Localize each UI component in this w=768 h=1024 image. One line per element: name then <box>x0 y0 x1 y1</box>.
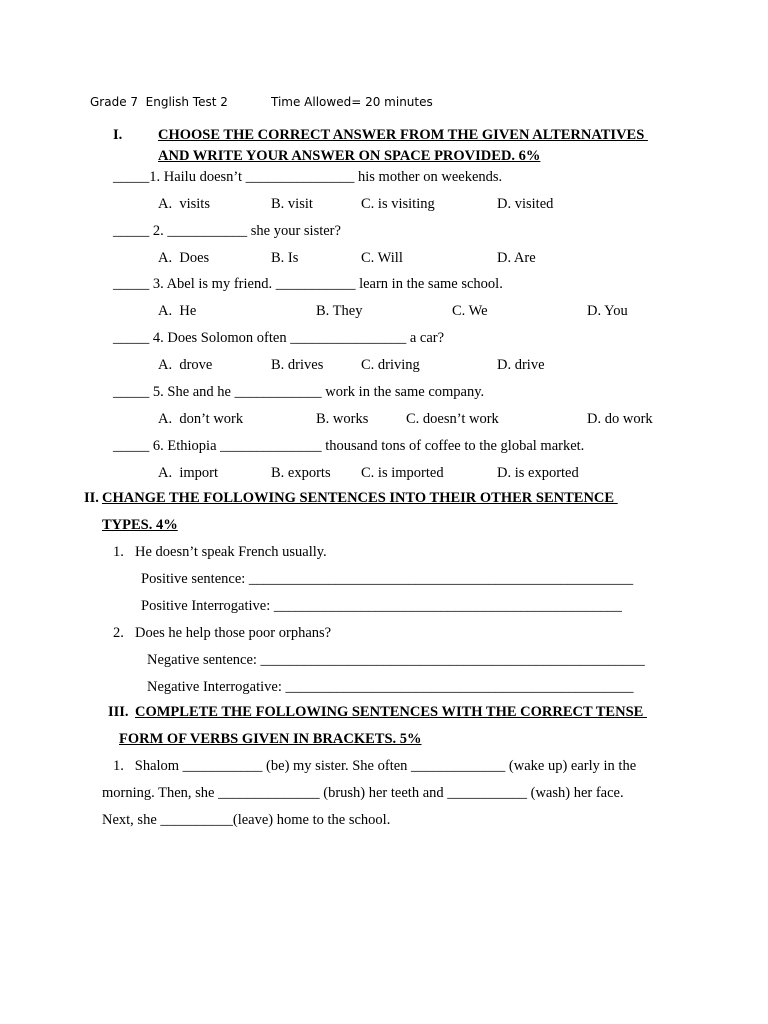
question-4-option-d: D. drive <box>497 357 545 373</box>
question-3-text: _____ 3. Abel is my friend. ___________ learn in the same school. <box>113 276 503 292</box>
section-2-item-2-prompt-1: Negative sentence: _____________________________________________________ <box>147 652 645 668</box>
question-4-option-b: B. drives <box>271 357 324 373</box>
section-2-heading-line1: CHANGE THE FOLLOWING SENTENCES INTO THEIR OTHER SENTENCE <box>102 490 618 506</box>
section-3-paragraph-line-1: 1. Shalom ___________ (be) my sister. She often _____________ (wake up) early in the <box>113 758 637 774</box>
question-4-option-a: A. drove <box>158 357 213 373</box>
question-5-option-c: C. doesn’t work <box>406 411 499 427</box>
section-3-heading-line2: FORM OF VERBS GIVEN IN BRACKETS. 5% <box>119 731 422 747</box>
question-2-option-d: D. Are <box>497 250 536 266</box>
question-1-option-a: A. visits <box>158 196 210 212</box>
question-5-text: _____ 5. She and he ____________ work in the same company. <box>113 384 485 400</box>
section-2-numeral: II. <box>84 490 99 506</box>
section-1-heading-line1: CHOOSE THE CORRECT ANSWER FROM THE GIVEN ALTERNATIVES <box>158 127 648 143</box>
section-3-paragraph-line-2: morning. Then, she ______________ (brush) her teeth and ___________ (wash) her face. <box>102 785 624 801</box>
question-1-option-d: D. visited <box>497 196 554 212</box>
question-5-option-d: D. do work <box>587 411 653 427</box>
question-6-option-c: C. is imported <box>361 465 444 481</box>
section-3-paragraph-line-3: Next, she __________(leave) home to the school. <box>102 812 391 828</box>
question-3-option-b: B. They <box>316 303 363 319</box>
question-1-option-b: B. visit <box>271 196 313 212</box>
question-5-option-a: A. don’t work <box>158 411 244 427</box>
section-2-item-1-number: 1. <box>113 544 124 560</box>
question-6-text: _____ 6. Ethiopia ______________ thousand tons of coffee to the global market. <box>113 438 585 454</box>
section-2-item-1-prompt-1: Positive sentence: _____________________________________________________ <box>141 571 634 587</box>
section-2-heading-line2: TYPES. 4% <box>102 517 178 533</box>
question-2-text: _____ 2. ___________ she your sister? <box>113 223 341 239</box>
question-4-option-c: C. driving <box>361 357 420 373</box>
question-1-text: _____1. Hailu doesn’t _______________ his mother on weekends. <box>113 169 503 185</box>
section-2-item-2-text: Does he help those poor orphans? <box>135 625 332 641</box>
question-5-option-b: B. works <box>316 411 369 427</box>
question-6-option-a: A. import <box>158 465 219 481</box>
section-2-item-2-number: 2. <box>113 625 124 641</box>
question-4-text: _____ 4. Does Solomon often ________________ a car? <box>113 330 445 346</box>
section-3-heading-line1: COMPLETE THE FOLLOWING SENTENCES WITH THE CORRECT TENSE <box>135 704 647 720</box>
question-3-option-a: A. He <box>158 303 197 319</box>
question-6-option-d: D. is exported <box>497 465 579 481</box>
question-2-option-b: B. Is <box>271 250 299 266</box>
section-1-numeral: I. <box>113 127 123 143</box>
section-2-item-2-prompt-2: Negative Interrogative: ________________________________________________ <box>147 679 634 695</box>
section-2-item-1-text: He doesn’t speak French usually. <box>135 544 327 560</box>
question-2-option-c: C. Will <box>361 250 403 266</box>
question-1-option-c: C. is visiting <box>361 196 435 212</box>
question-2-option-a: A. Does <box>158 250 210 266</box>
test-title: Grade 7 English Test 2 <box>90 95 228 109</box>
section-2-item-1-prompt-2: Positive Interrogative: ________________________________________________ <box>141 598 622 614</box>
time-allowed: Time Allowed= 20 minutes <box>271 95 433 109</box>
question-6-option-b: B. exports <box>271 465 331 481</box>
question-3-option-c: C. We <box>452 303 488 319</box>
section-1-heading-line2: AND WRITE YOUR ANSWER ON SPACE PROVIDED. 6% <box>158 148 541 164</box>
question-3-option-d: D. You <box>587 303 628 319</box>
section-3-numeral: III. <box>108 704 129 720</box>
